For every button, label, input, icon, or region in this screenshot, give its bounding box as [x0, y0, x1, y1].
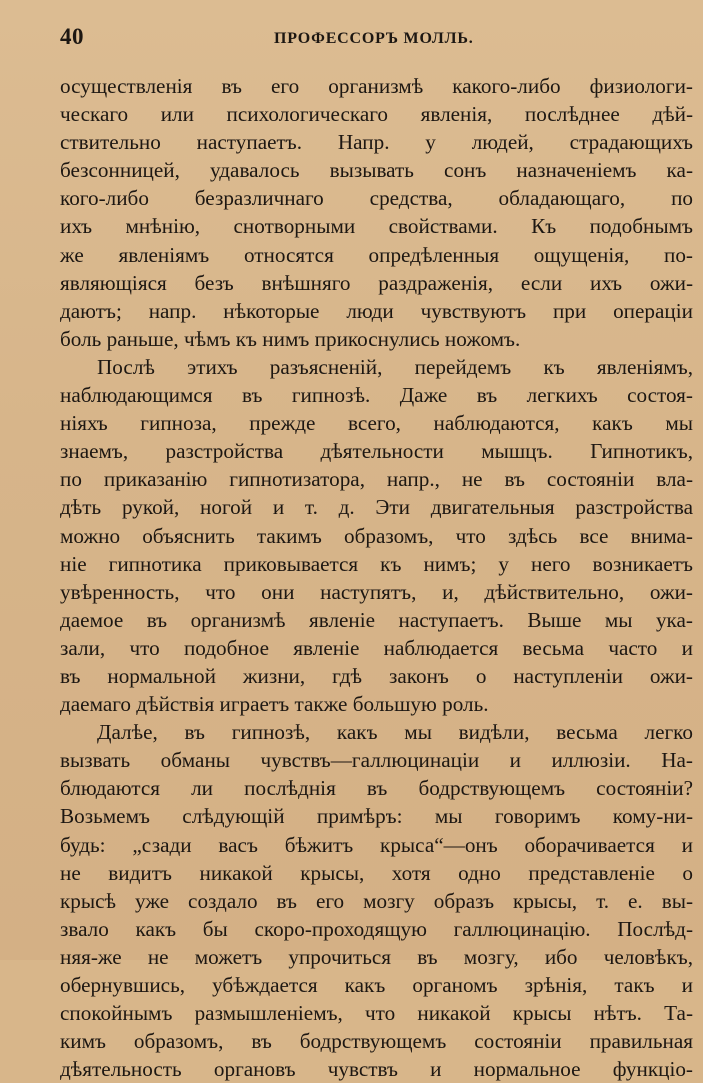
text-line: Возьмемъ слѣдующій примѣръ: мы говоримъ кому-ни-	[60, 804, 693, 829]
text-line: крысѣ уже создало въ его мозгу образъ крысы, т. е. вы-	[60, 888, 693, 913]
paragraph-last-line: даемаго дѣйствія играетъ также большую роль.	[60, 692, 489, 717]
text-line: знаемъ, разстройства дѣятельности мышцъ. Гипнотикъ,	[60, 439, 693, 464]
text-line: являющіяся безъ внѣшняго раздраженія, если ихъ ожи-	[60, 270, 693, 295]
text-line: ніе гипнотика приковывается къ нимъ; у него возникаетъ	[60, 551, 693, 576]
text-line: обернувшись, убѣждается какъ органомъ зрѣнія, такъ и	[60, 973, 693, 997]
text-line: же явленіямъ относятся опредѣленныя ощущенія, по-	[60, 242, 693, 267]
text-line: ческаго или психологическаго явленія, послѣднее дѣй-	[60, 102, 693, 127]
text-line: увѣренность, что они наступятъ, и, дѣйствительно, ожи-	[60, 579, 693, 604]
text-line: вызвать обманы чувствъ—галлюцинаціи и иллюзіи. На-	[60, 748, 693, 773]
text-line: даемое въ организмѣ явленіе наступаетъ. Выше мы ука-	[60, 607, 693, 632]
text-line: звало какъ бы скоро-проходящую галлюцинацію. Послѣд-	[60, 916, 693, 941]
text-line: няя-же не можетъ упрочиться въ мозгу, ибо человѣкъ,	[60, 944, 693, 969]
text-line: блюдаются ли послѣднія въ бодрствующемъ состояніи?	[60, 776, 693, 801]
text-line: даютъ; напр. нѣкоторые люди чувствуютъ при операціи	[60, 298, 693, 323]
text-line: ствительно наступаетъ. Напр. у людей, страдающихъ	[60, 130, 693, 155]
text-line: кимъ образомъ, въ бодрствующемъ состояніи правильная	[60, 1029, 693, 1054]
body-text	[60, 72, 693, 1083]
text-line: осуществленія въ его организмѣ какого-либо физиологи-	[60, 74, 693, 98]
text-line: не видитъ никакой крысы, хотя одно представленіе о	[60, 860, 693, 885]
text-line: зали, что подобное явленіе наблюдается весьма часто и	[60, 635, 693, 660]
text-line: будь: „сзади васъ бѣжитъ крыса“—онъ оборачивается и	[60, 832, 693, 857]
text-line: дѣть рукой, ногой и т. д. Эти двигательныя разстройства	[60, 495, 693, 520]
text-line: наблюдающимся въ гипнозѣ. Даже въ легкихъ состоя-	[60, 383, 693, 408]
text-line: безсонницей, удавалось вызывать сонъ назначеніемъ ка-	[60, 158, 693, 183]
text-line: ихъ мнѣнію, снотворными свойствами. Къ подобнымъ	[60, 214, 693, 239]
text-line: по приказанію гипнотизатора, напр., не въ состояніи вла-	[60, 467, 693, 492]
running-title: ПРОФЕССОРЪ МОЛЛЬ.	[274, 30, 474, 47]
text-line: спокойнымъ размышленіемъ, что никакой крысы нѣтъ. Та-	[60, 1001, 693, 1026]
paragraph-first-line: Далѣе, въ гипнозѣ, какъ мы видѣли, весьма легко	[97, 720, 693, 745]
page-number: 40	[60, 24, 84, 49]
text-line: въ нормальной жизни, гдѣ законъ о наступленіи ожи-	[60, 663, 693, 688]
text-line: можно объяснить такимъ образомъ, что здѣсь все внима-	[60, 523, 693, 548]
page-header	[60, 24, 690, 56]
paragraph-last-line: боль раньше, чѣмъ къ нимъ прикоснулись ножомъ.	[60, 326, 521, 351]
paragraph-first-line: Послѣ этихъ разъясненій, перейдемъ къ явленіямъ,	[97, 354, 693, 379]
text-line: кого-либо безразличнаго средства, обладающаго, по	[60, 186, 693, 211]
text-line: ніяхъ гипноза, прежде всего, наблюдаются, какъ мы	[60, 411, 693, 436]
text-line: дѣятельность органовъ чувствъ и нормальное функціо-	[60, 1057, 693, 1082]
